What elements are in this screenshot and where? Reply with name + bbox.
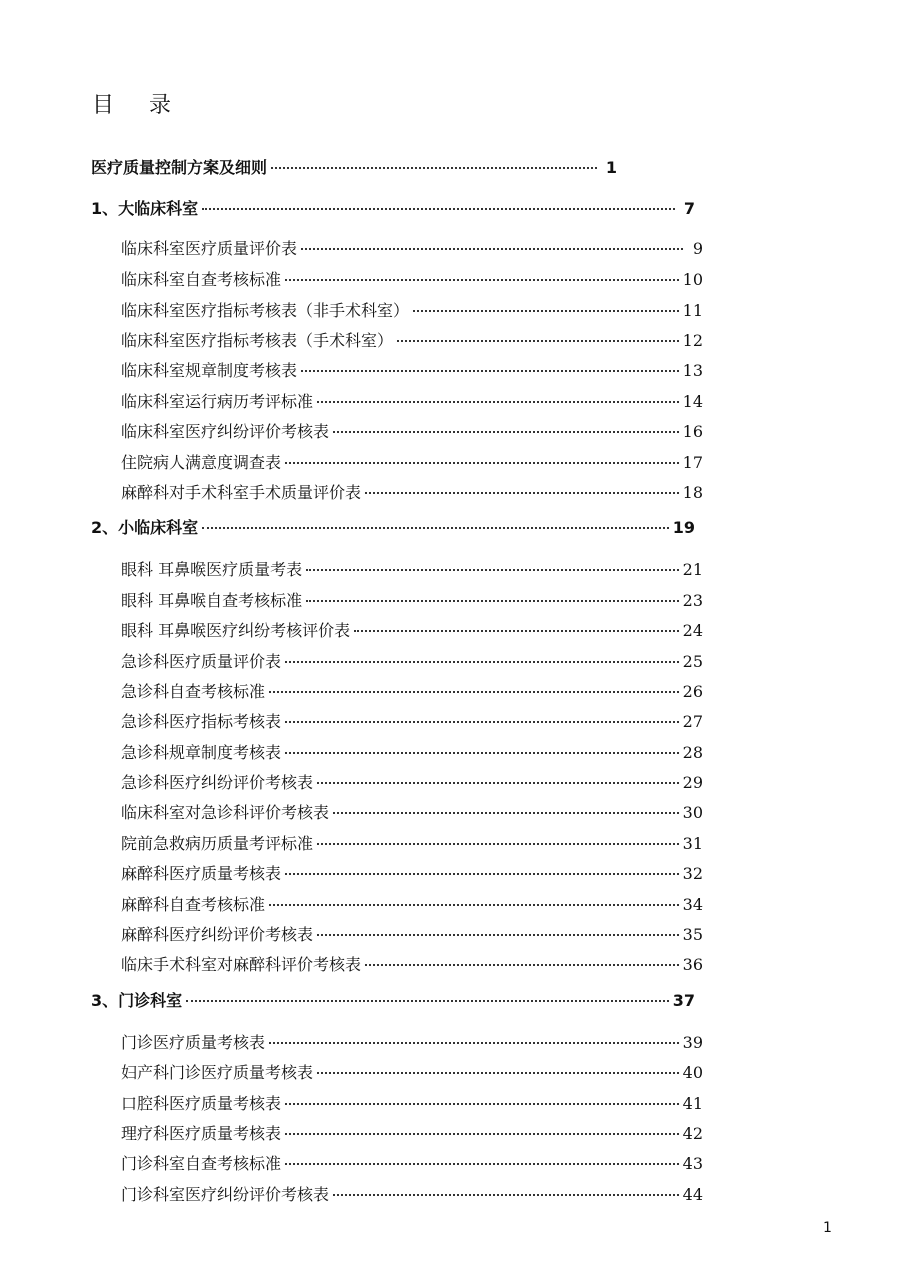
dot-leader: [285, 752, 679, 754]
toc-entry-page: 12: [682, 331, 703, 350]
toc-entry-label: 急诊科自查考核标准: [121, 682, 266, 701]
toc-entry-page: 26: [682, 682, 703, 701]
toc-entry-page: 23: [682, 591, 703, 610]
toc-entry-label: 门诊科室医疗纠纷评价考核表: [121, 1185, 330, 1204]
toc-entry-page: 40: [682, 1063, 703, 1082]
toc-entry-page: 24: [682, 621, 703, 640]
toc-entry-label: 住院病人满意度调查表: [121, 453, 282, 472]
toc-entry-label: 1、大临床科室: [91, 199, 199, 218]
toc-entry-label: 医疗质量控制方案及细则: [91, 158, 268, 177]
dot-leader: [271, 167, 597, 169]
toc-entry-page: 13: [682, 361, 703, 380]
toc-entry-label: 眼科 耳鼻喉医疗纠纷考核评价表: [121, 621, 351, 640]
dot-leader: [397, 340, 679, 342]
toc-entry-label: 急诊科规章制度考核表: [121, 743, 282, 762]
toc-entry-label: 临床科室医疗指标考核表（非手术科室）: [121, 301, 410, 320]
toc-section-entry[interactable]: [91, 515, 695, 538]
toc-entry-label: 临床科室医疗纠纷评价考核表: [121, 422, 330, 441]
toc-entry-page: 28: [682, 743, 703, 762]
dot-leader: [285, 873, 679, 875]
toc-entry-page: 21: [682, 560, 703, 579]
toc-entry-page: 36: [682, 955, 703, 974]
toc-entry[interactable]: [121, 740, 703, 763]
dot-leader: [317, 1072, 679, 1074]
toc-entry-page: 11: [682, 301, 703, 320]
toc-entry-page: 32: [682, 864, 703, 883]
dot-leader: [306, 600, 679, 602]
toc-entry-label: 急诊科医疗纠纷评价考核表: [121, 773, 314, 792]
toc-entry[interactable]: [121, 298, 703, 321]
toc-entry-page: 41: [682, 1094, 703, 1113]
toc-entry[interactable]: [121, 861, 703, 884]
toc-entry[interactable]: [121, 618, 703, 641]
toc-entry[interactable]: [121, 588, 703, 611]
toc-entry-page: 19: [672, 518, 695, 537]
toc-entry-page: 27: [682, 712, 703, 731]
dot-leader: [317, 843, 679, 845]
toc-entry[interactable]: [121, 389, 703, 412]
dot-leader: [317, 782, 679, 784]
toc-entry-label: 门诊科室自查考核标准: [121, 1154, 282, 1173]
toc-entry[interactable]: [121, 1182, 703, 1205]
toc-entry[interactable]: [121, 358, 703, 381]
toc-entry-label: 临床科室医疗指标考核表（手术科室）: [121, 331, 394, 350]
page-title: 目 录: [92, 93, 185, 118]
toc-entry-page: 9: [692, 239, 703, 258]
toc-entry[interactable]: [121, 480, 703, 503]
toc-entry[interactable]: [121, 557, 703, 580]
toc-entry-label: 临床科室对急诊科评价考核表: [121, 803, 330, 822]
dot-leader: [285, 721, 679, 723]
toc-entry-page: 42: [682, 1124, 703, 1143]
toc-entry[interactable]: [121, 328, 703, 351]
toc-entry-page: 37: [672, 991, 695, 1010]
toc-entry-label: 3、门诊科室: [91, 991, 183, 1010]
toc-entry[interactable]: [121, 770, 703, 793]
toc-section-entry[interactable]: [91, 155, 617, 178]
toc-entry-label: 临床科室自查考核标准: [121, 270, 282, 289]
toc-entry-page: 31: [682, 834, 703, 853]
dot-leader: [413, 310, 679, 312]
toc-entry-label: 麻醉科医疗质量考核表: [121, 864, 282, 883]
toc-entry[interactable]: [121, 709, 703, 732]
toc-entry[interactable]: [121, 649, 703, 672]
toc-entry-page: 1: [605, 158, 617, 177]
dot-leader: [333, 431, 679, 433]
toc-entry-label: 麻醉科自查考核标准: [121, 895, 266, 914]
toc-entry[interactable]: [121, 922, 703, 945]
toc-entry[interactable]: [121, 450, 703, 473]
toc-entry-page: 17: [682, 453, 703, 472]
toc-entry-page: 18: [682, 483, 703, 502]
toc-entry[interactable]: [121, 800, 703, 823]
toc-entry[interactable]: [121, 892, 703, 915]
toc-section-entry[interactable]: [91, 988, 695, 1011]
toc-entry-label: 眼科 耳鼻喉自查考核标准: [121, 591, 303, 610]
dot-leader: [317, 934, 679, 936]
dot-leader: [285, 661, 679, 663]
toc-entry-label: 临床科室运行病历考评标准: [121, 392, 314, 411]
toc-entry-label: 临床手术科室对麻醉科评价考核表: [121, 955, 362, 974]
toc-entry[interactable]: [121, 1121, 703, 1144]
toc-entry-page: 43: [682, 1154, 703, 1173]
toc-entry-label: 口腔科医疗质量考核表: [121, 1094, 282, 1113]
toc-entry[interactable]: [121, 419, 703, 442]
dot-leader: [333, 812, 679, 814]
toc-entry-label: 理疗科医疗质量考核表: [121, 1124, 282, 1143]
dot-leader: [269, 904, 679, 906]
toc-entry[interactable]: [121, 831, 703, 854]
toc-entry-page: 39: [682, 1033, 703, 1052]
dot-leader: [301, 248, 683, 250]
toc-entry-label: 眼科 耳鼻喉医疗质量考表: [121, 560, 303, 579]
dot-leader: [202, 527, 669, 529]
toc-entry-page: 35: [682, 925, 703, 944]
dot-leader: [301, 370, 679, 372]
toc-entry-page: 29: [682, 773, 703, 792]
toc-entry[interactable]: [121, 1151, 703, 1174]
dot-leader: [285, 462, 679, 464]
toc-entry-label: 麻醉科对手术科室手术质量评价表: [121, 483, 362, 502]
toc-entry-page: 44: [682, 1185, 703, 1204]
toc-entry-page: 25: [682, 652, 703, 671]
dot-leader: [333, 1194, 679, 1196]
toc-entry-label: 2、小临床科室: [91, 518, 199, 537]
dot-leader: [306, 569, 679, 571]
toc-entry[interactable]: [121, 952, 703, 975]
toc-entry-page: 34: [682, 895, 703, 914]
toc-entry[interactable]: [121, 1060, 703, 1083]
toc-section-entry[interactable]: [91, 196, 695, 219]
toc-entry-label: 临床科室规章制度考核表: [121, 361, 298, 380]
dot-leader: [186, 1000, 669, 1002]
toc-entry-label: 麻醉科医疗纠纷评价考核表: [121, 925, 314, 944]
toc-entry-page: 14: [682, 392, 703, 411]
dot-leader: [317, 401, 679, 403]
dot-leader: [365, 964, 679, 966]
dot-leader: [365, 492, 679, 494]
toc-entry-label: 急诊科医疗指标考核表: [121, 712, 282, 731]
toc-entry-page: 16: [682, 422, 703, 441]
toc-entry[interactable]: [121, 679, 703, 702]
toc-entry-page: 10: [682, 270, 703, 289]
page-number: 1: [823, 1220, 832, 1236]
toc-entry-label: 门诊医疗质量考核表: [121, 1033, 266, 1052]
dot-leader: [269, 691, 679, 693]
toc-entry-page: 30: [682, 803, 703, 822]
toc-entry[interactable]: [121, 236, 703, 259]
toc-entry-label: 临床科室医疗质量评价表: [121, 239, 298, 258]
dot-leader: [354, 630, 679, 632]
toc-entry-label: 急诊科医疗质量评价表: [121, 652, 282, 671]
toc-entry-label: 妇产科门诊医疗质量考核表: [121, 1063, 314, 1082]
dot-leader: [202, 208, 675, 210]
dot-leader: [285, 279, 679, 281]
toc-entry-page: 7: [683, 199, 695, 218]
toc-entry-label: 院前急救病历质量考评标准: [121, 834, 314, 853]
toc-entry[interactable]: [121, 267, 703, 290]
toc-entry[interactable]: [121, 1030, 703, 1053]
dot-leader: [285, 1103, 679, 1105]
dot-leader: [269, 1042, 679, 1044]
toc-entry[interactable]: [121, 1091, 703, 1114]
dot-leader: [285, 1133, 679, 1135]
dot-leader: [285, 1163, 679, 1165]
